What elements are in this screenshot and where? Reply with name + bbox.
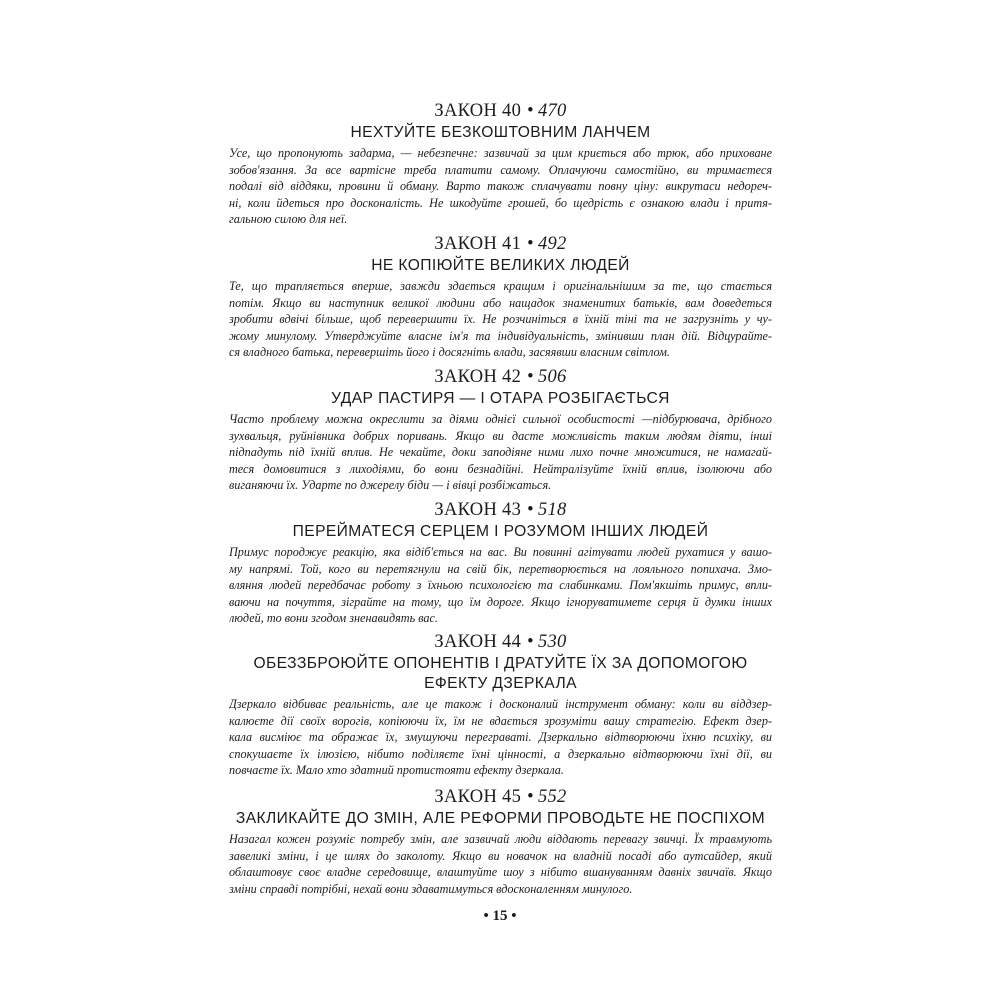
law-40-label: ЗАКОН 40 (434, 101, 522, 121)
law-41-section (229, 233, 772, 361)
law-42-section (229, 366, 772, 494)
law-41-line: Те, що трапляється вперше, завжди здається кращим і оригінальнішим за те, що стається (229, 279, 772, 293)
law-43-line: му напрямі. Той, кого ви перетягнули на свій бік, перетворюється на лояльного попихача. Змо- (229, 561, 772, 576)
law-44-header (229, 631, 772, 653)
law-44-line: Дзеркало відбиває реальність, але це також і досконалий інструмент обману: коли ви віддзер- (229, 697, 772, 711)
law-41-line: зробити вдвічі більше, щоб перевершити їх. Не розчиніться в їхній тіні та не загрузніть у чу- (229, 312, 772, 327)
law-44-title-line: ОБЕЗЗБРОЮЙТЕ ОПОНЕНТІВ І ДРАТУЙТЕ ЇХ ЗА ДОПОМОГОЮ (253, 655, 748, 672)
page-number: • 15 • (483, 908, 517, 924)
law-43-label: ЗАКОН 43 (434, 500, 522, 520)
law-44-line: спокушаєте їх ілюзією, нібито поділяєте їхні цінності, а дзеркально відтворюючи їхні дії, ви (229, 746, 772, 761)
law-40-separator: • (527, 101, 534, 121)
law-45-title: ЗАКЛИКАЙТЕ ДО ЗМІН, АЛЕ РЕФОРМИ ПРОВОДЬТЕ НЕ ПОСПІХОМ (235, 810, 766, 827)
law-43-line: вляння людей передбачає роботу з їхньою психологією та слабинками. Пом'якшіть примус, впли- (229, 578, 772, 593)
law-42-label: ЗАКОН 42 (434, 367, 522, 387)
law-42-line: Часто проблему можна окреслити за діями однієї сильної особистості —підбурювача, дрібного (229, 412, 772, 426)
law-44-page-ref: 530 (537, 632, 567, 652)
law-44-section (229, 631, 772, 779)
law-40-line: подалі від віддяки, провини й обману. Варто також сплачувати повну ціну: викрутаси недореч- (229, 179, 772, 194)
law-45-header (229, 786, 772, 808)
law-40-header (229, 100, 772, 122)
law-43-line: ваючи на почуття, зіграйте на тому, що їм дороге. Якщо ігноруватимете серця й думки інших (229, 594, 772, 609)
law-44-line: кала висміює та ображає їх, змушуючи переграватi. Дзеркально відтворюючи їхню психіку, ви (229, 730, 772, 745)
law-44-line: повчаєте їх. Мало хто здатний протистояти ефекту дзеркала. (229, 763, 564, 778)
law-41-separator: • (527, 234, 534, 254)
law-42-text (229, 411, 772, 494)
law-44-label: ЗАКОН 44 (434, 632, 522, 652)
law-45-label: ЗАКОН 45 (434, 787, 522, 807)
law-41-line: потім. Якщо ви наступник великої людини або нащадок знаменитих батьків, вам доведеться (229, 295, 772, 310)
law-44-text (229, 696, 772, 779)
law-40-page-ref: 470 (537, 101, 567, 121)
law-43-page-ref: 518 (537, 500, 567, 520)
law-41-header (229, 233, 772, 255)
law-43-separator: • (527, 500, 534, 520)
law-40-line: зобов'язання. За все вартісне треба платити самому. Оплачуючи самостійно, ви тримаєтеся (229, 162, 772, 177)
law-41-text (229, 278, 772, 361)
law-44-line: калюєте дії своїх ворогів, копіюючи їх, їм не вдається зрозуміти вашу стратегію. Ефект дзер- (229, 713, 772, 728)
law-41-title: НЕ КОПІЮЙТЕ ВЕЛИКИХ ЛЮДЕЙ (371, 257, 630, 274)
law-42-title: УДАР ПАСТИРЯ — І ОТАРА РОЗБІГАЄТЬСЯ (331, 390, 670, 407)
law-43-line: людей, то вони згодом зненавидять вас. (229, 611, 438, 626)
law-40-line: ні, коли йдеться про досконалість. Не шкодуйте грошей, бо щедрість є ознакою влади і притя- (229, 195, 772, 210)
law-42-line: теся домовитися з лиходіями, бо вони безнадійні. Нейтралізуйте їхній вплив, ізолюючи або (229, 461, 772, 476)
law-42-line: виганяючи їх. Ударте по джерелу біди — і вівці розбіжаться. (229, 478, 552, 493)
law-44-title-line: ЕФЕКТУ ДЗЕРКАЛА (424, 675, 577, 692)
law-43-line: Примус породжує реакцію, яка відіб'ється на вас. Ви повинні агітувати людей рухатися у вашо- (229, 545, 772, 559)
law-45-section (229, 786, 772, 897)
law-45-text (229, 831, 772, 897)
law-40-line: Усе, що пропонують задарма, — небезпечне: зазвичай за цим криється або трюк, або приховане (229, 146, 772, 160)
law-45-line: завеликі зміни, і це шлях до заколоту. Якщо ви новачок на владній посаді або аутсайдер, який (229, 848, 772, 863)
law-44-separator: • (527, 632, 534, 652)
law-45-page-ref: 552 (537, 787, 567, 807)
law-41-line: ся владного батька, перевершіть його і досягніть влади, засяявши власним світлом. (229, 345, 670, 360)
law-42-separator: • (527, 367, 534, 387)
law-42-line: підпадуть під їхній вплив. Не чекайте, доки заподіяне ними лихо почне множитися, не намагай- (229, 445, 772, 460)
law-45-line: Назагал кожен розуміє потребу змін, але зазвичай люди віддають перевагу звичці. Їх травмують (229, 832, 772, 846)
law-41-page-ref: 492 (537, 234, 567, 254)
law-40-line: гальною силою для неї. (229, 212, 348, 227)
law-45-line: зміни справді потрібні, нехай вони здаватимуться вдосконаленням минулого. (229, 881, 633, 896)
law-44-title (229, 654, 772, 694)
law-43-title: ПЕРЕЙМАТЕСЯ СЕРЦЕМ І РОЗУМОМ ІНШИХ ЛЮДЕЙ (292, 523, 709, 540)
law-40-section (229, 100, 772, 228)
law-43-header (229, 499, 772, 521)
law-40-title: НЕХТУЙТЕ БЕЗКОШТОВНИМ ЛАНЧЕМ (350, 124, 651, 141)
law-43-section (229, 499, 772, 627)
law-43-text (229, 544, 772, 627)
law-41-line: жому минулому. Утверджуйте власне ім'я та індивідуальність, змінивши план дій. Відцурайте- (229, 328, 772, 343)
law-45-separator: • (527, 787, 534, 807)
law-40-text (229, 145, 772, 228)
law-41-label: ЗАКОН 41 (434, 234, 522, 254)
law-42-header (229, 366, 772, 388)
law-45-line: облаштовує своє владне середовище, влаштуйте шоу з нібито вшануванням давніх звичаїв. Якщо (229, 865, 772, 880)
law-42-line: зухвальця, руйнівника добрих поривань. Якщо ви дасте можливість таким людям діяти, інші (229, 428, 772, 443)
law-42-page-ref: 506 (537, 367, 567, 387)
